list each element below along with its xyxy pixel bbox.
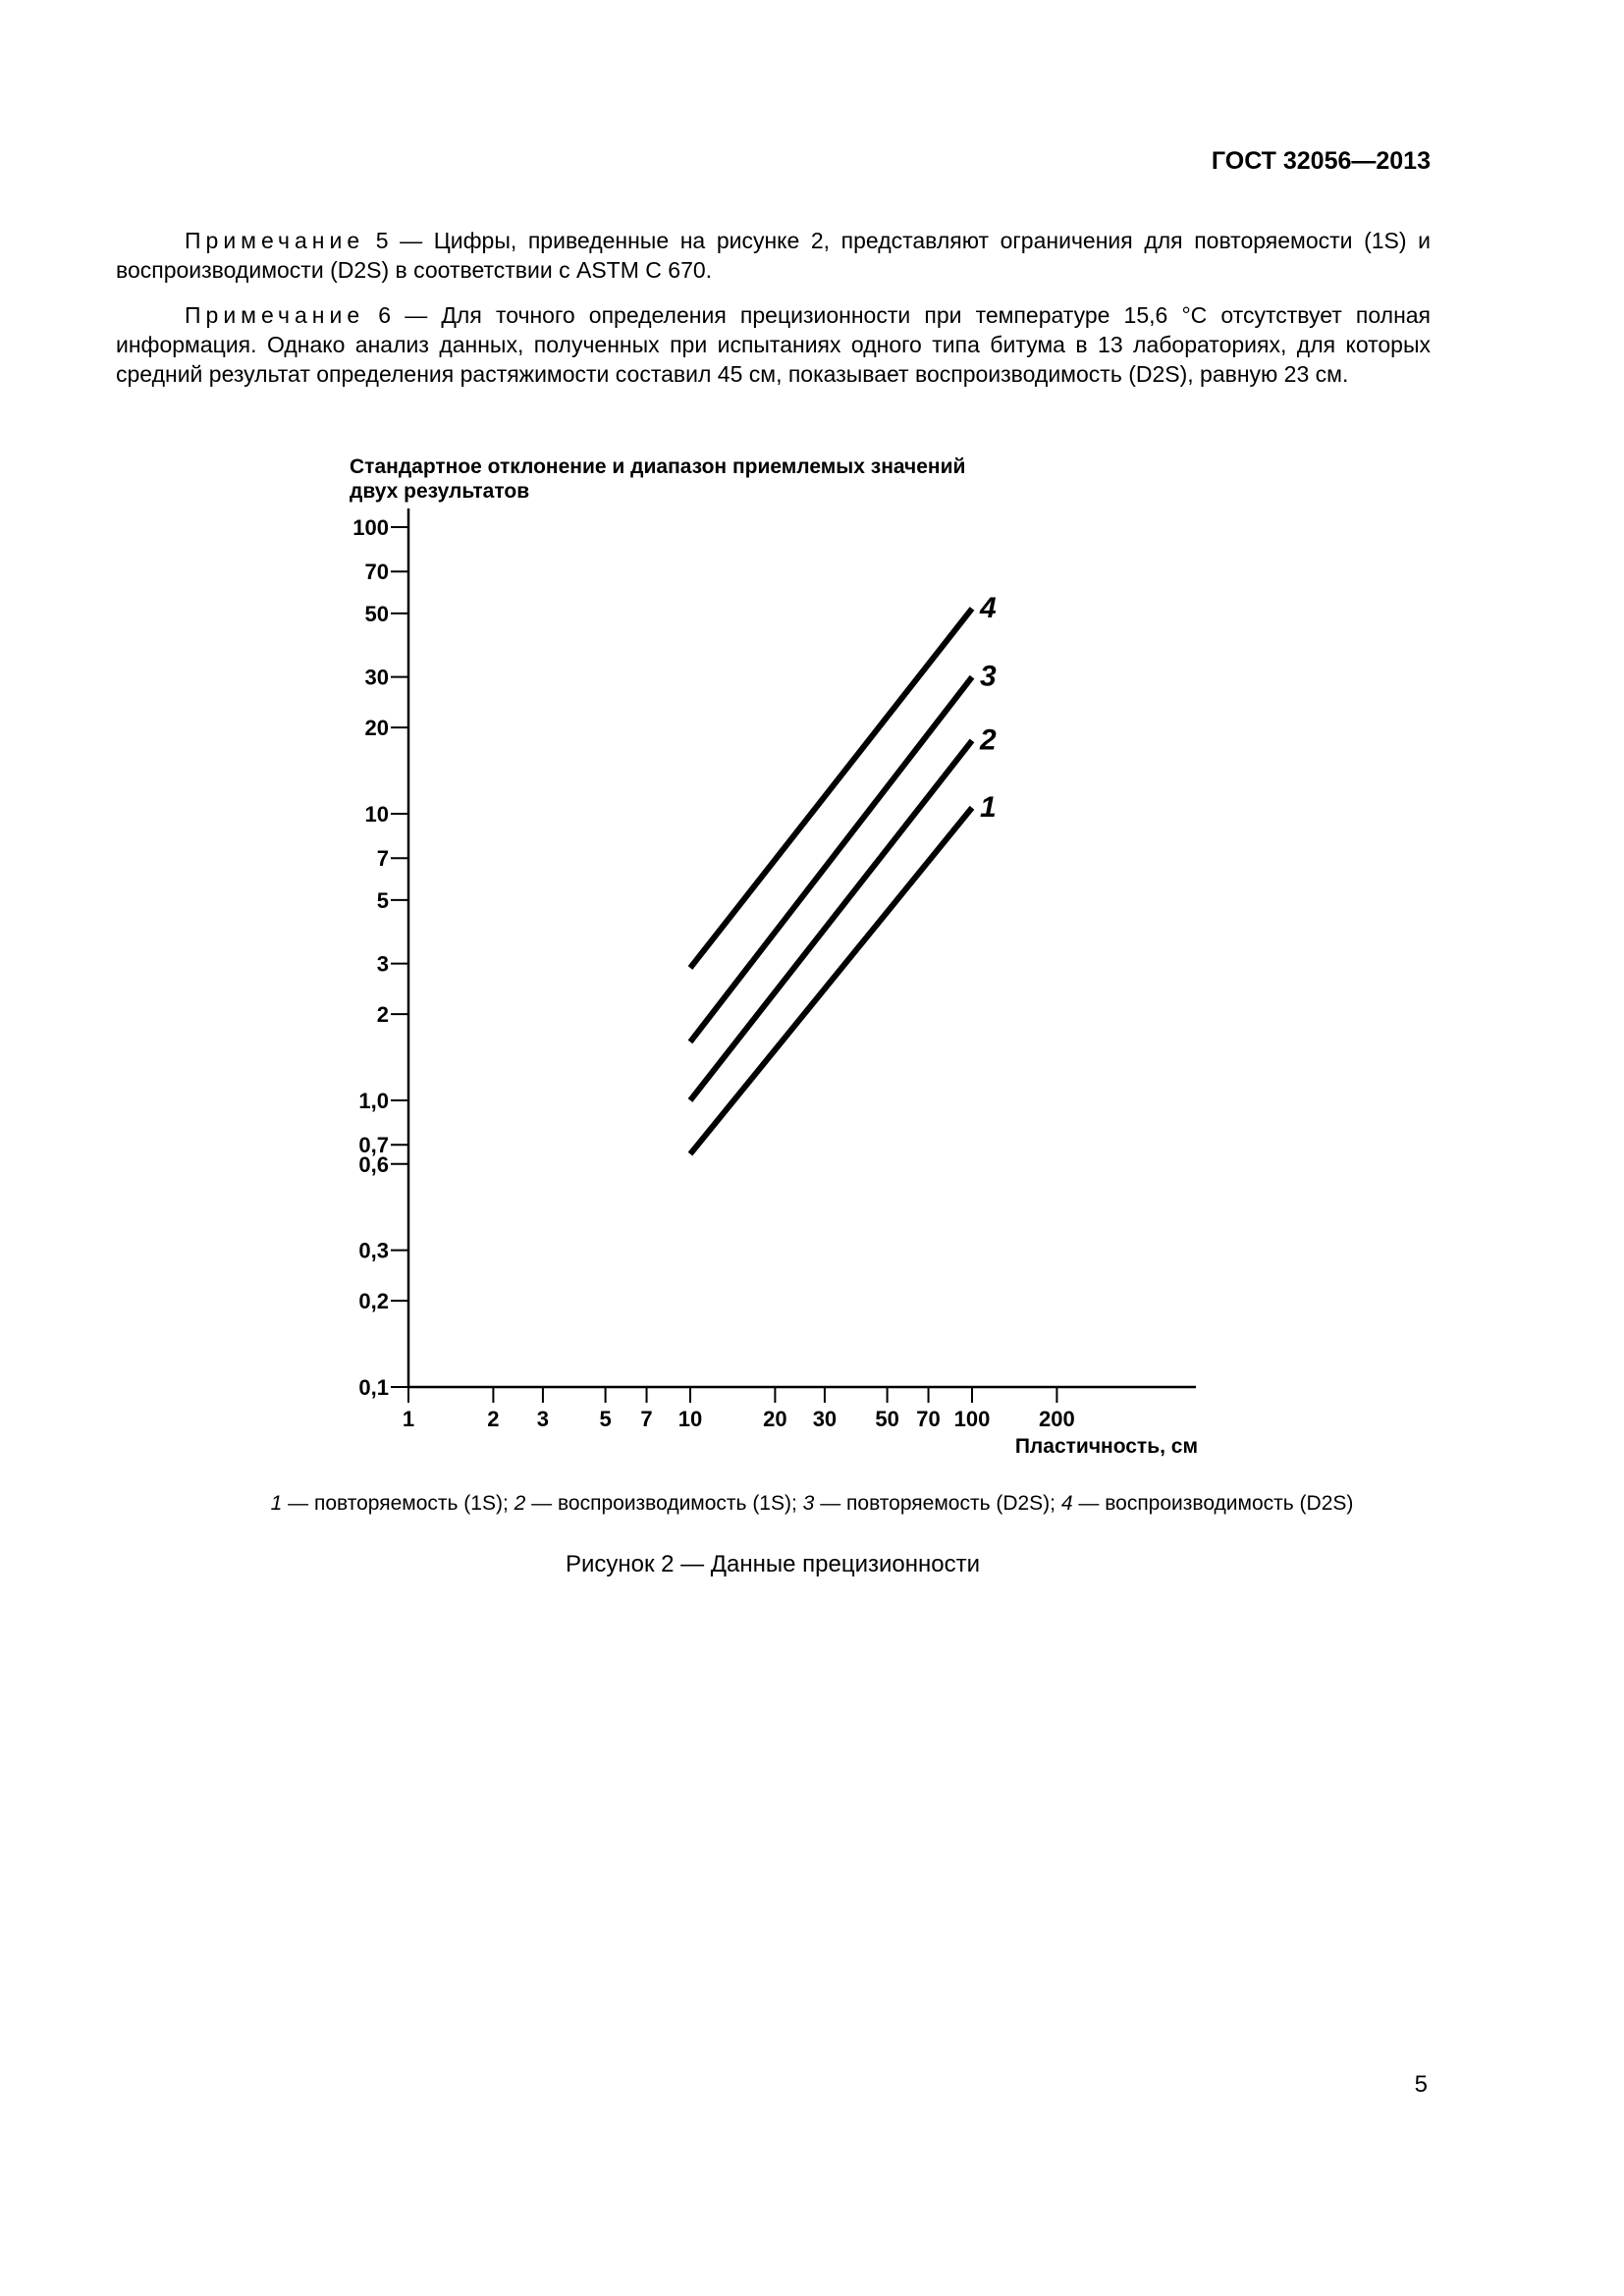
note-number: 5	[375, 228, 389, 253]
series-lines	[690, 592, 997, 1154]
series-label-1: 1	[980, 790, 997, 824]
page-number: 5	[1414, 2071, 1428, 2098]
x-tick-label: 100	[953, 1407, 991, 1431]
y-axis-label-line2: двух результатов	[350, 480, 530, 503]
legend-num-3: 3	[802, 1492, 815, 1515]
note-text: — Для точного определения прецизионности при температуре 15,6 °С отсутствует полная информация. Однако анализ данных, полученных при испытаниях одного типа битума в 13 лабораториях, для которых средний результат определения растяжимости составил 45 см, показывает воспроизводимость (D2S), равную 23 см.	[116, 302, 1432, 387]
y-tick-label: 10	[364, 802, 389, 827]
legend-num-2: 2	[514, 1492, 526, 1515]
x-axis-label: Пластичность, см	[1014, 1435, 1198, 1458]
y-tick-label: 2	[376, 1002, 389, 1028]
document-header: ГОСТ 32056—2013	[1211, 147, 1431, 175]
note-number: 6	[378, 302, 392, 328]
y-tick-label: 100	[352, 515, 389, 540]
x-tick-label: 20	[763, 1407, 787, 1431]
series-label-4: 4	[980, 591, 997, 624]
series-line-4	[690, 609, 972, 968]
legend-text-1: — повторяемость (1S);	[282, 1492, 514, 1515]
legend-text-4: — воспроизводимость (D2S)	[1072, 1492, 1354, 1515]
figure-caption: Рисунок 2 — Данные прецизионности	[565, 1551, 981, 1577]
x-tick-label: 5	[599, 1407, 612, 1431]
note-label: Примечание	[185, 228, 365, 253]
y-tick-label: 0,7	[358, 1133, 389, 1158]
y-tick-label: 20	[364, 716, 389, 741]
x-tick-label: 200	[1039, 1407, 1075, 1431]
y-axis-label-line1: Стандартное отклонение и диапазон приемлемых значений	[350, 455, 966, 478]
y-tick-label: 5	[376, 887, 389, 913]
y-tick-label: 0,1	[358, 1375, 389, 1400]
legend-num-4: 4	[1060, 1492, 1073, 1515]
x-tick-label: 30	[812, 1407, 838, 1431]
y-tick-label: 0,6	[358, 1151, 389, 1177]
y-tick-label: 30	[364, 665, 389, 690]
legend-text-2: — воспроизводимость (1S);	[525, 1492, 803, 1515]
note-text: — Цифры, приведенные на рисунке 2, представляют ограничения для повторяемости (1S) и воспроизводимости (D2S) в соответствии с ASTM C 670.	[116, 228, 1432, 283]
x-tick-label: 10	[677, 1407, 703, 1431]
series-line-2	[690, 740, 972, 1100]
series-label-2: 2	[980, 723, 997, 757]
y-ticks	[352, 515, 408, 1400]
axes	[408, 508, 1196, 1387]
x-ticks	[403, 1387, 1075, 1431]
y-tick-label: 0,2	[358, 1289, 389, 1314]
y-tick-label: 0,3	[358, 1238, 389, 1263]
y-tick-label: 1,0	[358, 1089, 389, 1113]
x-tick-label: 7	[640, 1407, 653, 1431]
series-label-3: 3	[980, 660, 997, 693]
legend	[0, 1492, 1624, 1516]
x-tick-label: 3	[536, 1407, 550, 1431]
x-tick-label: 70	[916, 1407, 941, 1431]
y-tick-label: 50	[364, 601, 389, 626]
x-tick-label: 50	[875, 1407, 899, 1431]
x-tick-label: 1	[402, 1407, 415, 1431]
y-tick-label: 70	[364, 560, 389, 585]
y-tick-label: 3	[376, 951, 389, 977]
legend-num-1: 1	[270, 1492, 283, 1515]
legend-text-3: — повторяемость (D2S);	[814, 1492, 1061, 1515]
note-label: Примечание	[185, 302, 365, 328]
y-tick-label: 7	[376, 846, 389, 872]
x-tick-label: 2	[487, 1407, 500, 1431]
